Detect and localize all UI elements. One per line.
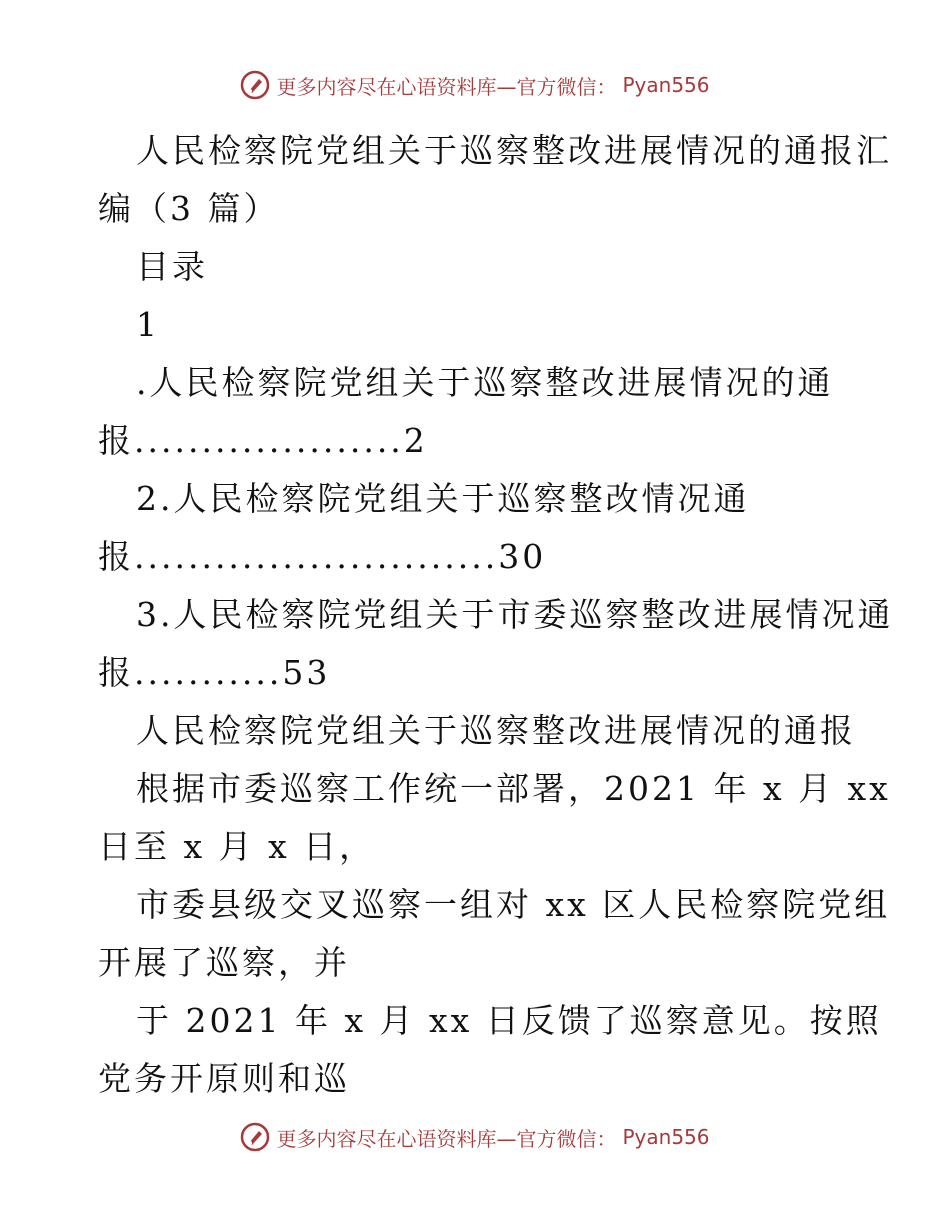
toc-item-2-line1: 2.人民检察院党组关于巡察整改情况通 bbox=[136, 479, 750, 518]
paragraph-3-line2: 党务开原则和巡 bbox=[98, 1059, 350, 1098]
paragraph-2-line1: 市委县级交叉巡察一组对 xx 区人民检察院党组 bbox=[136, 885, 891, 924]
paragraph-2-line2: 开展了巡察，并 bbox=[98, 943, 350, 982]
pen-logo-icon bbox=[240, 1122, 270, 1152]
toc-item-3-line1: 3.人民检察院党组关于市委巡察整改进展情况通 bbox=[136, 595, 894, 634]
paragraph-3-line1: 于 2021 年 x 月 xx 日反馈了巡察意见。按照 bbox=[136, 1001, 882, 1040]
paragraph-1-line1: 根据市委巡察工作统一部署，2021 年 x 月 xx bbox=[136, 769, 891, 808]
watermark-text: 更多内容尽在心语资料库—官方微信： bbox=[276, 74, 617, 99]
watermark-wechat-id: Pyan556 bbox=[622, 73, 710, 97]
document-body bbox=[98, 122, 894, 1108]
toc-item-1-line1: .人民检察院党组关于巡察整改进展情况的通 bbox=[136, 363, 834, 402]
document-title-line2: 编（3 篇） bbox=[98, 189, 280, 228]
document-title-line1: 人民检察院党组关于巡察整改进展情况的通报汇 bbox=[136, 131, 892, 170]
toc-number-1: 1 bbox=[136, 305, 160, 344]
section-title: 人民检察院党组关于巡察整改进展情况的通报 bbox=[136, 711, 856, 750]
header-watermark bbox=[0, 70, 950, 100]
toc-heading: 目录 bbox=[136, 247, 208, 286]
pen-logo-icon bbox=[240, 70, 270, 100]
watermark-wechat-id: Pyan556 bbox=[622, 1125, 710, 1149]
watermark-text: 更多内容尽在心语资料库—官方微信： bbox=[276, 1126, 617, 1151]
toc-item-3-line2: 报...........53 bbox=[98, 653, 331, 692]
toc-item-2-line2: 报...........................30 bbox=[98, 537, 547, 576]
paragraph-1-line2: 日至 x 月 x 日， bbox=[98, 827, 376, 866]
footer-watermark bbox=[0, 1122, 950, 1152]
toc-item-1-line2: 报....................2 bbox=[98, 421, 428, 460]
